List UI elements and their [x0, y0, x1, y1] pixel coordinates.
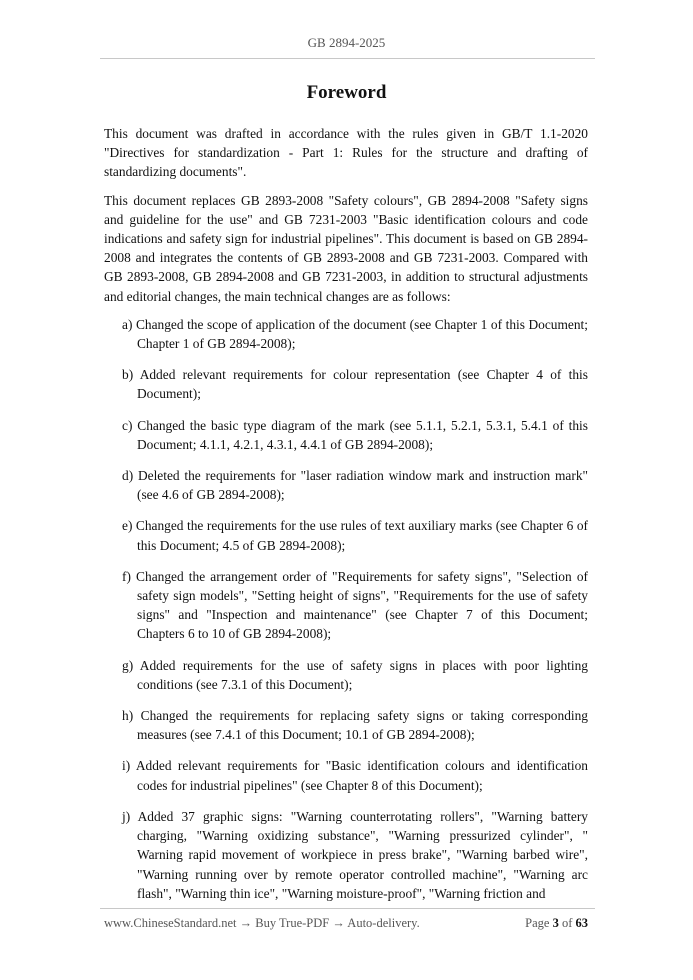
list-item: a) Changed the scope of application of the document (see Chapter 1 of this Document; Chapter 1 of GB 2894-2008);: [122, 316, 588, 352]
list-item: c) Changed the basic type diagram of the mark (see 5.1.1, 5.2.1, 5.3.1, 5.4.1 of this Document; 4.1.1, 4.2.1, 4.3.1, 4.4.1 of GB 2894-2008);: [122, 417, 588, 452]
list-item: d) Deleted the requirements for "laser radiation window mark and instruction mark" (see 4.6 of GB 2894-2008);: [122, 468, 588, 503]
footer-site-link[interactable]: www.ChineseStandard.net → Buy True-PDF → Auto-delivery.: [104, 916, 420, 930]
list-item: j) Added 37 graphic signs: "Warning counterrotating rollers", "Warning battery charging, "Warning oxidizing substance", "Warning pressurized cylinder", " Warning rapid movement of workpiece in press brake", "Warning barbed wire", "Warning running over by remote operator controlled machine", "Warning arc flash", "Warning thin ice", "Warning moisture-proof", "Warning friction and: [122, 808, 588, 901]
list-item: b) Added relevant requirements for colour representation (see Chapter 4 of this Document);: [122, 367, 588, 402]
total-page-number: 63: [575, 916, 588, 930]
changes-list: [104, 315, 588, 903]
list-item: h) Changed the requirements for replacing safety signs or taking corresponding measures (see 7.4.1 of this Document; 10.1 of GB 2894-2008);: [122, 708, 588, 743]
page-word: Page: [525, 916, 550, 930]
current-page-number: 3: [552, 916, 559, 930]
list-item: f) Changed the arrangement order of "Requirements for safety signs", "Selection of safety sign models", "Setting height of signs", "Requirements for the use of safety signs" and "Inspection and maintenance" (see Chapter 7 of this Document; Chapters 6 to 10 of GB 2894-2008);: [122, 568, 588, 642]
footer-divider: [100, 908, 595, 909]
list-item: g) Added requirements for the use of safety signs in places with poor lighting conditions (see 7.3.1 of this Document);: [122, 657, 588, 692]
list-item: i) Added relevant requirements for "Basic identification colours and identification codes for industrial pipelines" (see Chapter 8 of this Document);: [122, 758, 588, 793]
document-body: [104, 124, 588, 915]
of-word: of: [561, 916, 573, 930]
running-header: GB 2894-2025: [307, 35, 386, 50]
paragraph-drafting-rules: This document was drafted in accordance with the rules given in GB/T 1.1-2020 "Directives for standardization - Part 1: Rules for the structure and drafting of standardizing documents".: [104, 126, 588, 180]
list-item: e) Changed the requirements for the use rules of text auxiliary marks (see Chapter 6 of this Document; 4.5 of GB 2894-2008);: [122, 518, 588, 553]
paragraph-replacement: This document replaces GB 2893-2008 "Safety colours", GB 2894-2008 "Safety signs and guideline for the use" and GB 7231-2003 "Basic identification colours and code indications and safety sign for industrial pipelines". This document is based on GB 2894-2008 and integrates the contents of GB 2893-2008 and GB 7231-2003. Compared with GB 2893-2008, GB 2894-2008 and GB 7231-2003, in addition to structural adjustments and editorial changes, the main technical changes are as follows:: [104, 192, 588, 304]
page-counter: [525, 916, 588, 931]
header-divider: [100, 58, 595, 59]
page-title: Foreword: [306, 82, 387, 103]
